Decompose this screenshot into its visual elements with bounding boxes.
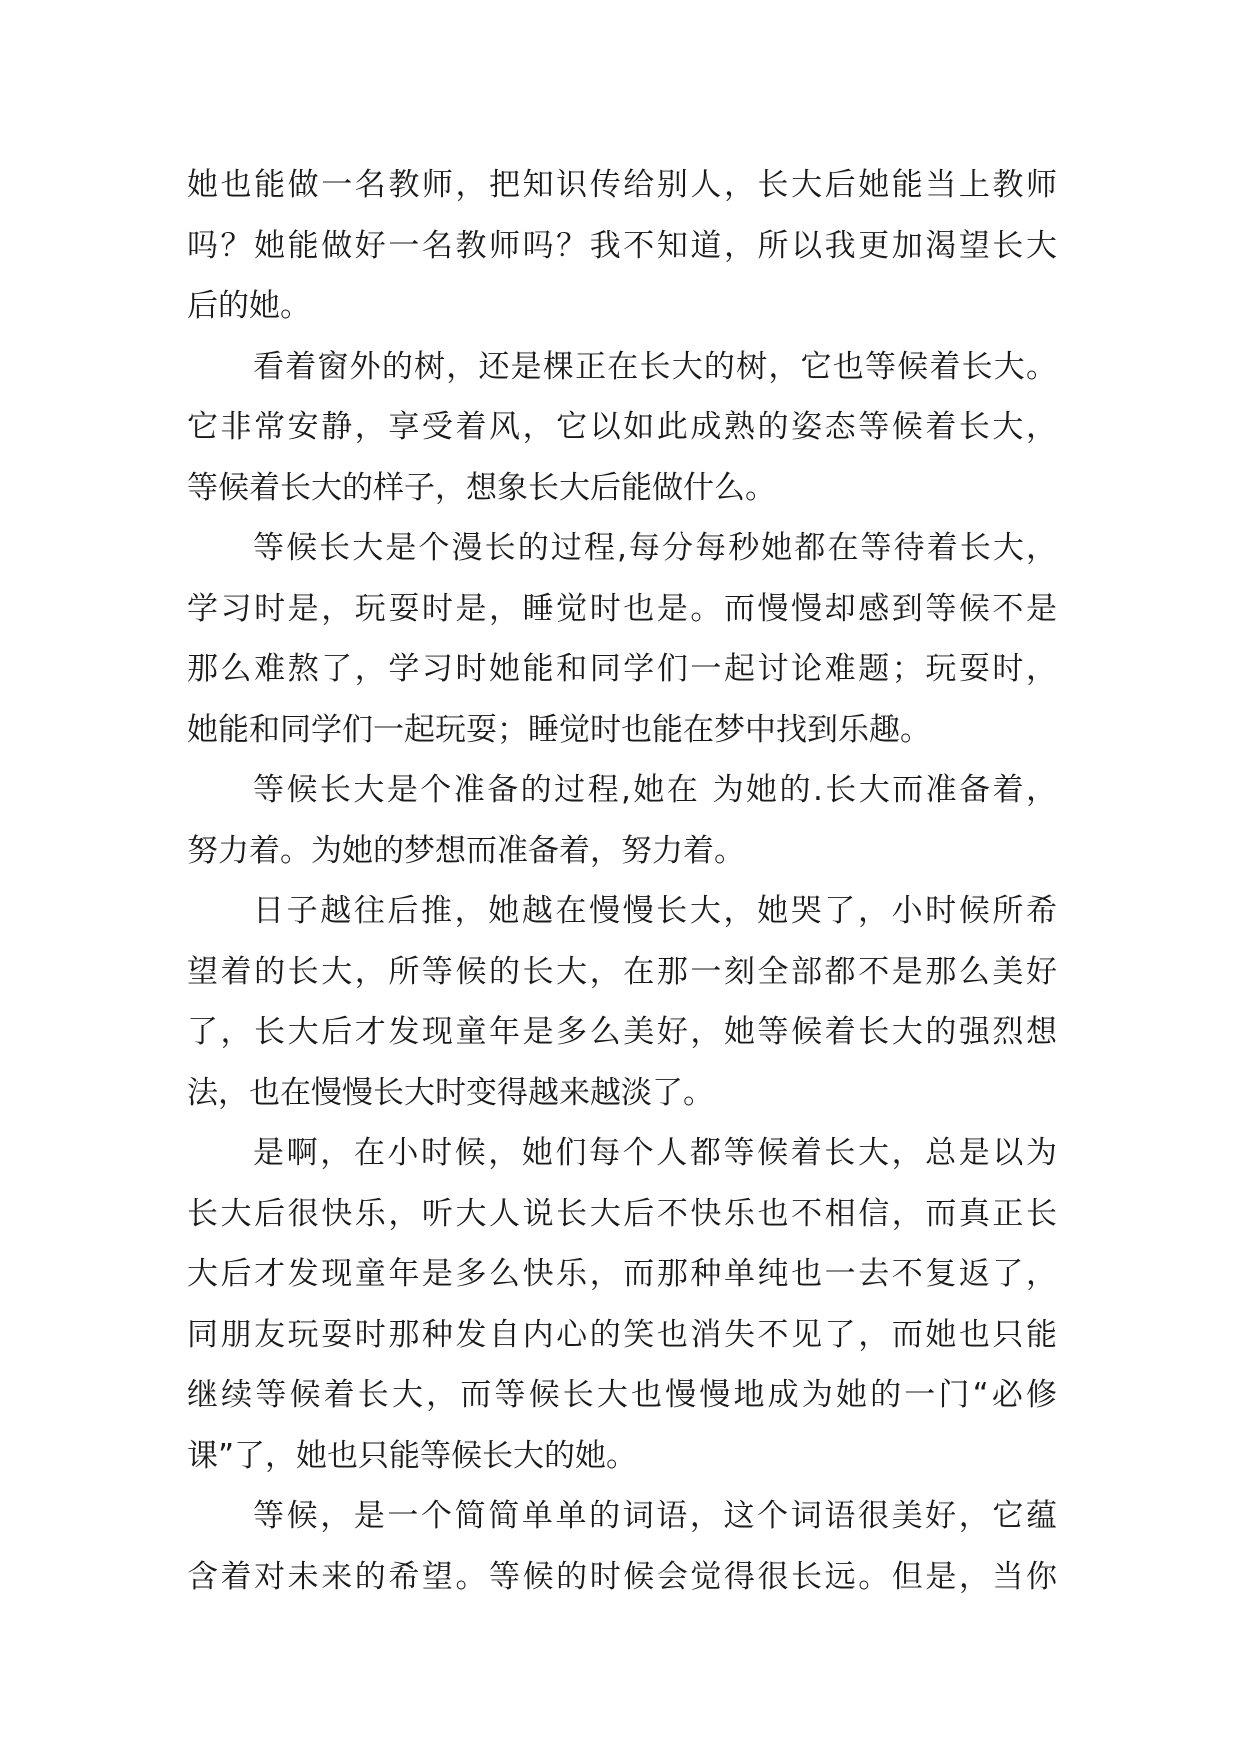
- text-line: 那么难熬了，学习时她能和同学们一起讨论难题；玩耍时，: [187, 651, 1057, 687]
- text-line: 长大后很快乐，听大人说长大后不快乐也不相信，而真正长: [187, 1195, 1057, 1232]
- paragraph-first-line: 看着窗外的树，还是棵正在长大的树，它也等候着长大。: [253, 348, 1057, 385]
- text-line: 法，也在慢慢长大时变得越来越淡了。: [187, 1074, 714, 1111]
- text-line: 等候着长大的样子，想象长大后能做什么。: [187, 469, 776, 506]
- text-line: 吗？她能做好一名教师吗？我不知道，所以我更加渴望长大: [187, 227, 1057, 264]
- text-line: 她也能做一名教师，把知识传给别人，长大后她能当上教师: [187, 167, 1057, 203]
- text-line: 同朋友玩耍时那种发自内心的笑也消失不见了，而她也只能: [187, 1316, 1057, 1353]
- paragraph-first-line: 等候，是一个简简单单的词语，这个词语很美好，它蕴: [253, 1498, 1057, 1534]
- text-line: 了，长大后才发现童年是多么美好，她等候着长大的强烈想: [187, 1014, 1057, 1050]
- text-line: 继续等候着长大，而等候长大也慢慢地成为她的一门“必修: [187, 1377, 1057, 1413]
- text-line: 望着的长大，所等候的长大，在那一刻全部都不是那么美好: [187, 953, 1057, 990]
- text-line: 大后才发现童年是多么快乐，而那种单纯也一去不复返了，: [187, 1256, 1057, 1292]
- text-line: 她能和同学们一起玩耍；睡觉时也能在梦中找到乐趣。: [187, 711, 931, 748]
- paragraph-first-line: 等候长大是个准备的过程,她在 为她的.长大而准备着，: [253, 772, 1057, 808]
- paragraph-first-line: 是啊，在小时候，她们每个人都等候着长大，总是以为: [253, 1135, 1057, 1171]
- text-line: 努力着。为她的梦想而准备着，努力着。: [187, 832, 745, 869]
- paragraph-first-line: 等候长大是个漫长的过程,每分每秒她都在等待着长大，: [253, 530, 1057, 566]
- text-line: 课”了，她也只能等候长大的她。: [187, 1437, 638, 1474]
- text-line: 后的她。: [187, 288, 311, 324]
- text-line: 含着对未来的希望。等候的时候会觉得很长远。但是，当你: [187, 1558, 1057, 1595]
- essay-body: [187, 155, 1057, 1607]
- text-line: 它非常安静，享受着风，它以如此成熟的姿态等候着长大，: [187, 409, 1057, 445]
- text-line: 学习时是，玩耍时是，睡觉时也是。而慢慢却感到等候不是: [187, 590, 1057, 627]
- paragraph-first-line: 日子越往后推，她越在慢慢长大，她哭了，小时候所希: [253, 893, 1057, 929]
